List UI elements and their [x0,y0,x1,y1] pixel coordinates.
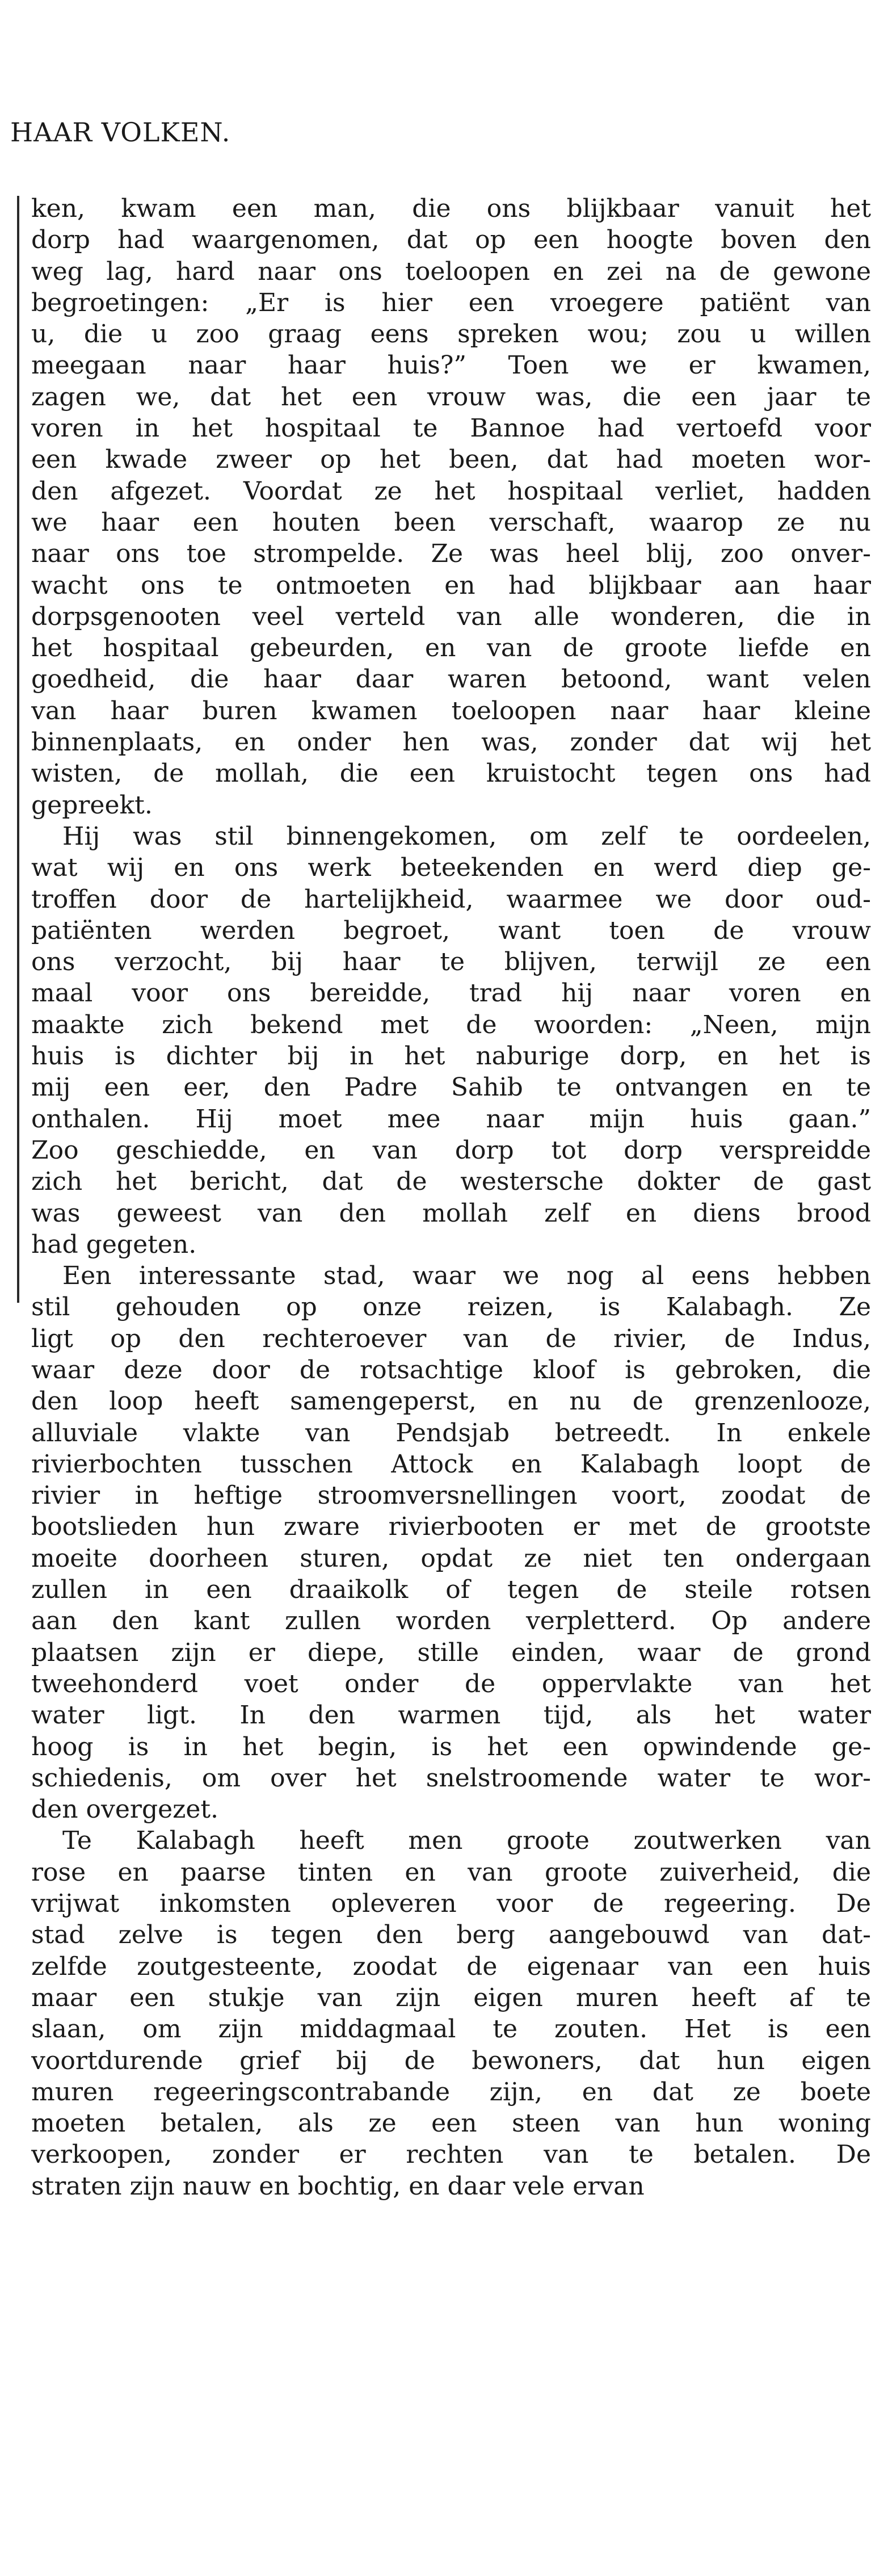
text-line: ligt op den rechteroever van de rivier, de Indus, [31,1324,871,1353]
text-line: Zoo geschiedde, en van dorp tot dorp verspreidde [31,1135,871,1165]
text-line: goedheid, die haar daar waren betoond, want velen [31,665,871,694]
text-line: alluviale vlakte van Pendsjab betreedt. In enkele [31,1418,871,1448]
text-line: vrijwat inkomsten opleveren voor de regeering. De [31,1889,871,1919]
text-line: we haar een houten been verschaft, waarop ze nu [31,507,871,537]
text-line: schiedenis, om over het snelstroomende water te wor- [31,1763,871,1793]
text-line: zelfde zoutgesteente, zoodat de eigenaar van een huis [31,1952,871,1981]
text-line: dorp had waargenomen, dat op een hoogte boven den [31,225,871,255]
text-line: maal voor ons bereidde, trad hij naar voren en [31,979,871,1008]
text-line: straten zijn nauw en bochtig, en daar vele ervan [31,2171,645,2201]
text-line: wacht ons te ontmoeten en had blijkbaar aan haar [31,570,871,600]
text-line: huis is dichter bij in het naburige dorp, en het is [31,1042,871,1071]
text-line: patiënten werden begroet, want toen de vrouw [31,916,871,945]
text-line: ons verzocht, bij haar te blijven, terwijl ze een [31,947,871,977]
text-line: gepreekt. [31,790,153,820]
text-line: voren in het hospitaal te Bannoe had vertoefd voor [31,414,871,443]
text-line: wisten, de mollah, die een kruistocht tegen ons had [31,759,871,788]
text-line: Hij was stil binnengekomen, om zelf te oordeelen, [62,821,871,851]
text-line: had gegeten. [31,1230,197,1259]
text-line: moeten betalen, als ze een steen van hun woning [31,2109,871,2138]
text-line: aan den kant zullen worden verpletterd. Op andere [31,1606,871,1636]
text-line: verkoopen, zonder er rechten van te betalen. De [31,2140,871,2170]
text-line: stad zelve is tegen den berg aangebouwd van dat- [31,1920,871,1950]
text-line: een kwade zweer op het been, dat had moeten wor- [31,445,871,475]
margin-rule [17,196,19,1303]
text-line: ken, kwam een man, die ons blijkbaar vanuit het [31,194,871,223]
text-line: tweehonderd voet onder de oppervlakte van het [31,1669,871,1698]
text-line: maar een stukje van zijn eigen muren heeft af te [31,1983,871,2012]
text-line: weg lag, hard naar ons toeloopen en zei na de gewone [31,257,871,286]
text-line: rivier in heftige stroomversnellingen voort, zoodat de [31,1481,871,1511]
text-line: het hospitaal gebeurden, en van de groote liefde en [31,633,871,663]
paragraph [31,193,871,821]
text-line: rivierbochten tusschen Attock en Kalabagh loopt de [31,1449,871,1479]
text-line: plaatsen zijn er diepe, stille einden, waar de grond [31,1638,871,1667]
paragraph [31,1260,871,1825]
text-line: voortdurende grief bij de bewoners, dat hun eigen [31,2046,871,2075]
text-line: slaan, om zijn middagmaal te zouten. Het is een [31,2015,871,2044]
text-line: onthalen. Hij moet mee naar mijn huis gaan.” [31,1104,871,1134]
text-line: bootslieden hun zware rivierbooten er met de grootste [31,1512,871,1542]
text-line: Te Kalabagh heeft men groote zoutwerken van [62,1826,871,1856]
paragraph [31,1825,871,2202]
text-line: den overgezet. [31,1795,219,1824]
text-line: zullen in een draaikolk of tegen de steile rotsen [31,1575,871,1605]
text-line: stil gehouden op onze reizen, is Kalabagh. Ze [31,1293,871,1322]
text-line: van haar buren kwamen toeloopen naar haar kleine [31,696,871,725]
text-line: meegaan naar haar huis?” Toen we er kwamen, [31,351,871,380]
text-line: zagen we, dat het een vrouw was, die een jaar te [31,382,871,412]
text-line: moeite doorheen sturen, opdat ze niet ten ondergaan [31,1543,871,1573]
text-line: muren regeeringscontrabande zijn, en dat ze boete [31,2077,871,2107]
text-line: den afgezet. Voordat ze het hospitaal verliet, hadden [31,476,871,506]
text-line: waar deze door de rotsachtige kloof is gebroken, die [31,1355,871,1385]
text-line: maakte zich bekend met de woorden: „Neen, mijn [31,1010,871,1039]
text-line: dorpsgenooten veel verteld van alle wonderen, die in [31,602,871,631]
body-text [31,193,871,2202]
text-line: u, die u zoo graag eens spreken wou; zou u willen [31,320,871,349]
text-line: troffen door de hartelijkheid, waarmee we door oud- [31,884,871,914]
text-line: hoog is in het begin, is het een opwindende ge- [31,1732,871,1761]
text-line: den loop heeft samengeperst, en nu de grenzenlooze, [31,1387,871,1416]
text-line: mij een eer, den Padre Sahib te ontvangen en te [31,1073,871,1102]
paragraph [31,821,871,1260]
text-line: naar ons toe strompelde. Ze was heel blij, zoo onver- [31,539,871,569]
text-line: begroetingen: „Er is hier een vroegere patiënt van [31,288,871,317]
text-line: zich het bericht, dat de westersche dokter de gast [31,1167,871,1197]
text-line: rose en paarse tinten en van groote zuiverheid, die [31,1857,871,1887]
text-line: water ligt. In den warmen tijd, als het water [31,1701,871,1730]
running-head: HAAR VOLKEN. [10,117,231,148]
text-line: binnenplaats, en onder hen was, zonder dat wij het [31,728,871,757]
text-line: was geweest van den mollah zelf en diens brood [31,1198,871,1228]
text-line: Een interessante stad, waar we nog al eens hebben [62,1261,871,1291]
text-line: wat wij en ons werk beteekenden en werd diep ge- [31,853,871,883]
